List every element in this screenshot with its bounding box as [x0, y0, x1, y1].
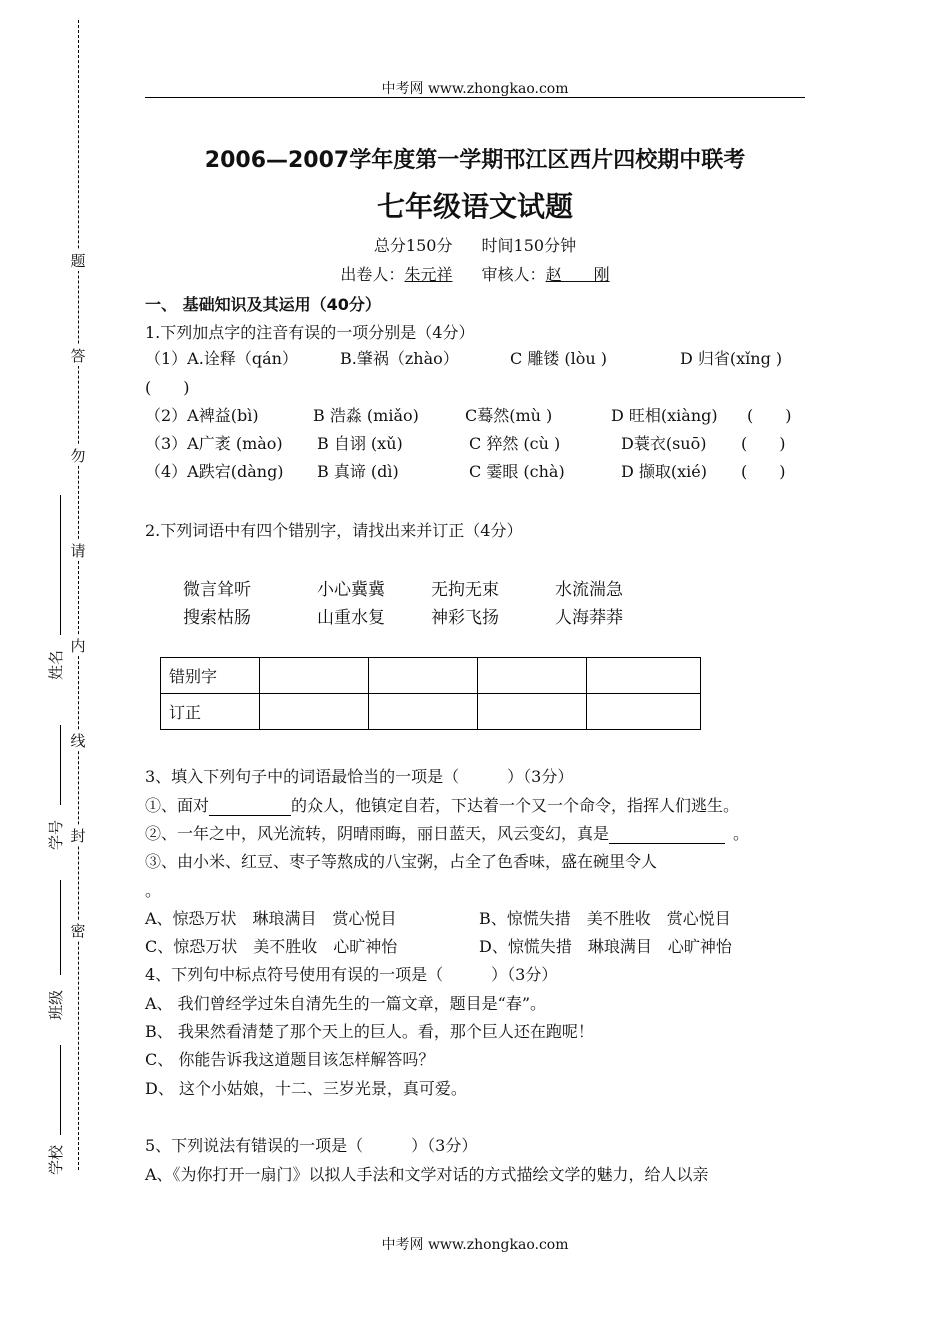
- author-label: 出卷人：: [340, 265, 405, 284]
- option: D 撷取(xié): [621, 462, 708, 481]
- question-stem: 3、填入下列句子中的词语最恰当的一项是（ ）（3分）: [145, 767, 574, 786]
- school-label: 学校: [47, 1144, 65, 1175]
- word: 无拘无束: [431, 580, 499, 600]
- exam-title: 2006—2007学年度第一学期邗江区西片四校期中联考: [204, 148, 746, 173]
- exam-author-line: [145, 262, 805, 285]
- option: （2）A裨益(bì): [145, 406, 259, 425]
- option: B 自诩 (xǔ): [317, 434, 403, 453]
- option: C蓦然(mù ): [465, 406, 553, 425]
- word: 山重水复: [317, 608, 385, 628]
- answer-cell[interactable]: [587, 658, 701, 694]
- option: A、惊恐万状 琳琅满目 赏心悦目: [145, 909, 397, 928]
- answer-cell[interactable]: [369, 658, 478, 694]
- word-row: [183, 575, 623, 600]
- word: 神彩飞扬: [431, 608, 499, 628]
- exam-subtitle: 七年级语文试题: [376, 190, 573, 223]
- answer-blank: ( ): [145, 378, 190, 397]
- sentence-text: ②、一年之中，风光流转，阴晴雨晦，丽日蓝天，风云变幻，真是: [145, 824, 610, 843]
- word: 水流湍急: [555, 580, 623, 600]
- option: C、 你能告诉我这道题目该怎样解答吗？: [145, 1050, 435, 1069]
- sentence-text: 。: [733, 824, 750, 843]
- word: 小心冀冀: [317, 580, 385, 600]
- sentence-text: ①、面对: [145, 796, 210, 815]
- page-header: 中考网 www.zhongkao.com: [381, 81, 569, 97]
- class-label: 班级: [47, 989, 65, 1020]
- question-options: [145, 346, 782, 369]
- option: D、 这个小姑娘，十二、三岁光景，真可爱。: [145, 1079, 467, 1098]
- margin-char: 封: [70, 827, 86, 845]
- option: A、 我们曾经学过朱自清先生的一篇文章，题目是“春”。: [145, 994, 547, 1013]
- author-name: 朱元祥: [404, 265, 453, 284]
- question-options: [145, 934, 732, 957]
- binding-line: [78, 20, 79, 1170]
- reviewer-name: 赵 刚: [545, 265, 610, 284]
- option: C 霎眼 (chà): [469, 462, 565, 481]
- reviewer-label: 审核人：: [481, 265, 546, 284]
- option: B 真谛 (dì): [317, 462, 399, 481]
- answer-cell[interactable]: [587, 694, 701, 730]
- student-id-label: 学号: [47, 819, 65, 850]
- option: （3）A广袤 (mào): [145, 434, 283, 453]
- word: 人海莽莽: [555, 608, 623, 628]
- option: B、惊慌失措 美不胜收 赏心悦目: [479, 909, 731, 928]
- answer-cell[interactable]: [369, 694, 478, 730]
- exam-meta-line: [145, 233, 805, 256]
- total-score: 总分150分: [373, 236, 453, 255]
- page-footer: 中考网 www.zhongkao.com: [381, 1237, 569, 1253]
- option: B.肇祸（zhào）: [340, 349, 459, 368]
- answer-cell[interactable]: [478, 694, 587, 730]
- question-stem: 5、下列说法有错误的一项是（ ）（3分）: [145, 1136, 478, 1155]
- margin-char: 题: [70, 252, 86, 270]
- margin-char: 勿: [70, 447, 86, 465]
- answer-blank: ( ): [741, 434, 786, 453]
- row-header: 订正: [161, 694, 260, 730]
- question-options: [145, 403, 792, 426]
- sentence: [145, 821, 749, 844]
- exam-time: 时间150分钟: [481, 236, 577, 255]
- margin-char: 线: [70, 732, 86, 750]
- option: C 雕镂 (lòu ): [510, 349, 608, 368]
- correction-table: [160, 657, 701, 730]
- option: D、惊慌失措 琳琅满目 心旷神怡: [479, 937, 732, 956]
- option: C 猝然 (cù ): [469, 434, 561, 453]
- class-blank: [60, 880, 61, 975]
- name-label: 姓名: [47, 649, 65, 680]
- sentence: [145, 793, 739, 816]
- margin-char: 请: [70, 542, 86, 560]
- answer-cell[interactable]: [260, 694, 369, 730]
- answer-blank: ( ): [741, 462, 786, 481]
- option: D 旺相(xiàng): [611, 406, 718, 425]
- margin-char: 内: [70, 637, 86, 655]
- margin-char: 密: [70, 922, 86, 940]
- margin-char: 答: [70, 347, 86, 365]
- sentence: 。: [145, 881, 162, 900]
- word: 搜索枯肠: [183, 608, 251, 628]
- option: B 浩淼 (miǎo): [313, 406, 419, 425]
- section-heading: 一、 基础知识及其运用（40分）: [145, 295, 381, 314]
- fill-blank[interactable]: [209, 796, 291, 816]
- question-options: [145, 431, 786, 454]
- answer-blank: ( ): [747, 406, 792, 425]
- question-stem: 2.下列词语中有四个错别字，请找出来并订正（4分）: [145, 521, 523, 540]
- row-header: 错别字: [161, 658, 260, 694]
- option: A、《为你打开一扇门》以拟人手法和文学对话的方式描绘文学的魅力，给人以亲: [145, 1165, 709, 1184]
- name-blank: [60, 495, 61, 635]
- header-rule: [145, 97, 805, 98]
- sentence: ③、由小米、红豆、枣子等熬成的八宝粥，占全了色香味，盛在碗里令人: [145, 852, 658, 871]
- option: D蓑衣(suō): [621, 434, 707, 453]
- student-id-blank: [60, 725, 61, 805]
- option: C、惊恐万状 美不胜收 心旷神怡: [145, 937, 398, 956]
- school-blank: [60, 1045, 61, 1135]
- answer-cell[interactable]: [260, 658, 369, 694]
- question-stem: 1.下列加点字的注音有误的一项分别是（4分）: [145, 323, 475, 342]
- sentence-text: 的众人，他镇定自若，下达着一个又一个命令，指挥人们逃生。: [291, 796, 740, 815]
- fill-blank[interactable]: [609, 824, 725, 844]
- question-options: [145, 459, 786, 482]
- word: 微言耸听: [183, 580, 251, 600]
- option: （1）A.诠释（qán）: [145, 349, 298, 368]
- option: B、 我果然看清楚了那个天上的巨人。看，那个巨人还在跑呢！: [145, 1022, 594, 1041]
- option: （4）A跌宕(dàng): [145, 462, 284, 481]
- question-options: [145, 906, 731, 929]
- answer-cell[interactable]: [478, 658, 587, 694]
- question-stem: 4、下列句中标点符号使用有误的一项是（ ）（3分）: [145, 965, 558, 984]
- option: D 归省(xǐng ): [680, 349, 783, 368]
- word-row: [183, 603, 623, 628]
